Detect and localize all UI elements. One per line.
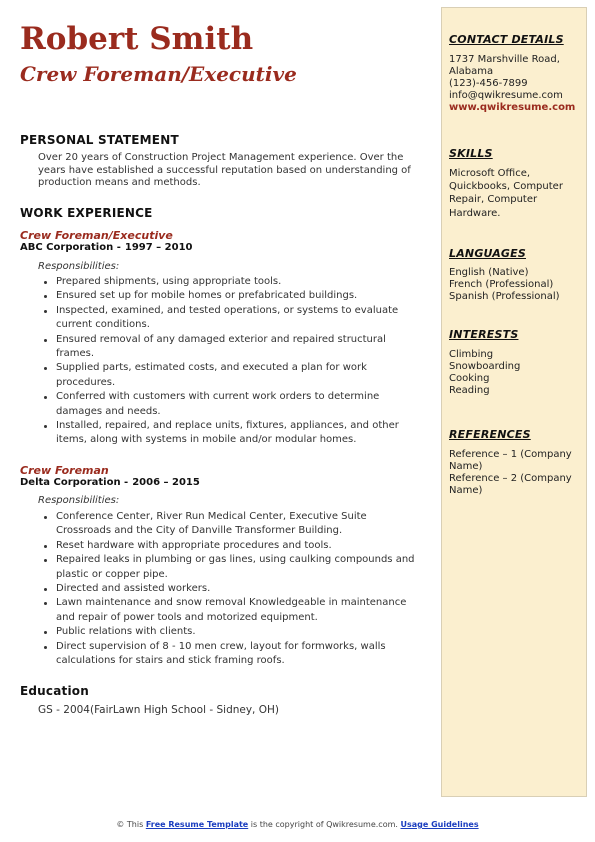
reference-item: Reference – 2 (Company Name)	[449, 473, 572, 496]
resume-header	[20, 20, 420, 87]
contact-address: 1737 Marshville Road, Alabama	[449, 54, 560, 77]
contact-phone: (123)-456-7899	[449, 78, 528, 89]
list-item: Ensured removal of any damaged exterior and repaired structural frames.	[56, 333, 418, 362]
job-title: Crew Foreman	[20, 464, 109, 477]
interest-item: Snowboarding	[449, 361, 521, 372]
footer-copyright: is the copyright of Qwikresume.com.	[250, 820, 398, 829]
skills-text: Microsoft Office, Quickbooks, Computer Repair, Computer Hardware.	[449, 168, 563, 219]
contact-email[interactable]: info@qwikresume.com	[449, 90, 563, 101]
sidebar	[441, 7, 587, 797]
list-item: Public relations with clients.	[56, 625, 418, 639]
section-title-work-experience: WORK EXPERIENCE	[20, 206, 153, 220]
list-item: Supplied parts, estimated costs, and executed a plan for work procedures.	[56, 361, 418, 390]
sidebar-title-interests: INTERESTS	[449, 328, 519, 341]
interest-item: Reading	[449, 385, 490, 396]
job-company	[20, 477, 200, 488]
language-item: French (Professional)	[449, 279, 554, 290]
sidebar-title-references: REFERENCES	[449, 428, 531, 441]
languages-list	[449, 267, 581, 303]
sidebar-title-skills: SKILLS	[449, 147, 493, 160]
responsibilities-label: Responsibilities:	[38, 261, 120, 272]
list-item: Repaired leaks in plumbing or gas lines, using caulking compounds and plastic or copper pipe.	[56, 553, 418, 582]
candidate-name: Robert Smith	[20, 21, 254, 57]
free-resume-template-link[interactable]: Free Resume Template	[145, 820, 249, 829]
reference-item: Reference – 1 (Company Name)	[449, 449, 572, 472]
job-title: Crew Foreman/Executive	[20, 229, 173, 242]
interest-item: Climbing	[449, 349, 494, 360]
interests-list	[449, 349, 581, 397]
education-entry: GS - 2004(FairLawn High School - Sidney, OH)	[38, 704, 279, 716]
sidebar-title-contact: CONTACT DETAILS	[449, 33, 564, 46]
job-company-name: Delta Corporation -	[20, 477, 129, 488]
contact-website[interactable]: www.qwikresume.com	[449, 102, 576, 113]
list-item: Installed, repaired, and replace units, fixtures, appliances, and other items, along with systems in mobile and/or modular homes.	[56, 419, 418, 448]
responsibilities-label: Responsibilities:	[38, 495, 120, 506]
section-title-personal-statement: PERSONAL STATEMENT	[20, 133, 179, 147]
job-dates: 2006 – 2015	[132, 477, 200, 488]
responsibilities-list	[56, 510, 418, 668]
list-item: Conference Center, River Run Medical Center, Executive Suite Crossroads and the City of Danville Transformer Building.	[56, 510, 418, 539]
contact-details	[449, 54, 581, 114]
list-item: Direct supervision of 8 - 10 men crew, layout for formworks, walls calculations for stairs and stick framing roofs.	[56, 640, 418, 669]
list-item: Conferred with customers with current work orders to determine damages and needs.	[56, 390, 418, 419]
list-item: Directed and assisted workers.	[56, 582, 418, 596]
job-company-name: ABC Corporation -	[20, 242, 121, 253]
personal-statement-text: Over 20 years of Construction Project Management experience. Over the years have established a successful reputation based on understanding of production means and methods.	[38, 152, 411, 188]
footer	[0, 820, 595, 829]
responsibilities-list	[56, 275, 418, 448]
list-item: Lawn maintenance and snow removal Knowledgeable in maintenance and repair of power tools and motorized equipment.	[56, 596, 418, 625]
sidebar-title-languages: LANGUAGES	[449, 247, 526, 260]
list-item: Ensured set up for mobile homes or prefabricated buildings.	[56, 289, 418, 303]
job-dates: 1997 – 2010	[124, 242, 193, 253]
language-item: Spanish (Professional)	[449, 291, 560, 302]
list-item: Inspected, examined, and tested operations, or systems to evaluate current conditions.	[56, 304, 418, 333]
list-item: Reset hardware with appropriate procedures and tools.	[56, 539, 418, 553]
interest-item: Cooking	[449, 373, 490, 384]
references-list	[449, 449, 581, 497]
candidate-role: Crew Foreman/Executive	[20, 62, 297, 86]
section-title-education: Education	[20, 684, 89, 698]
usage-guidelines-link[interactable]: Usage Guidelines	[400, 820, 479, 829]
language-item: English (Native)	[449, 267, 529, 278]
footer-prefix: © This	[116, 820, 144, 829]
job-company	[20, 242, 193, 253]
list-item: Prepared shipments, using appropriate tools.	[56, 275, 418, 289]
